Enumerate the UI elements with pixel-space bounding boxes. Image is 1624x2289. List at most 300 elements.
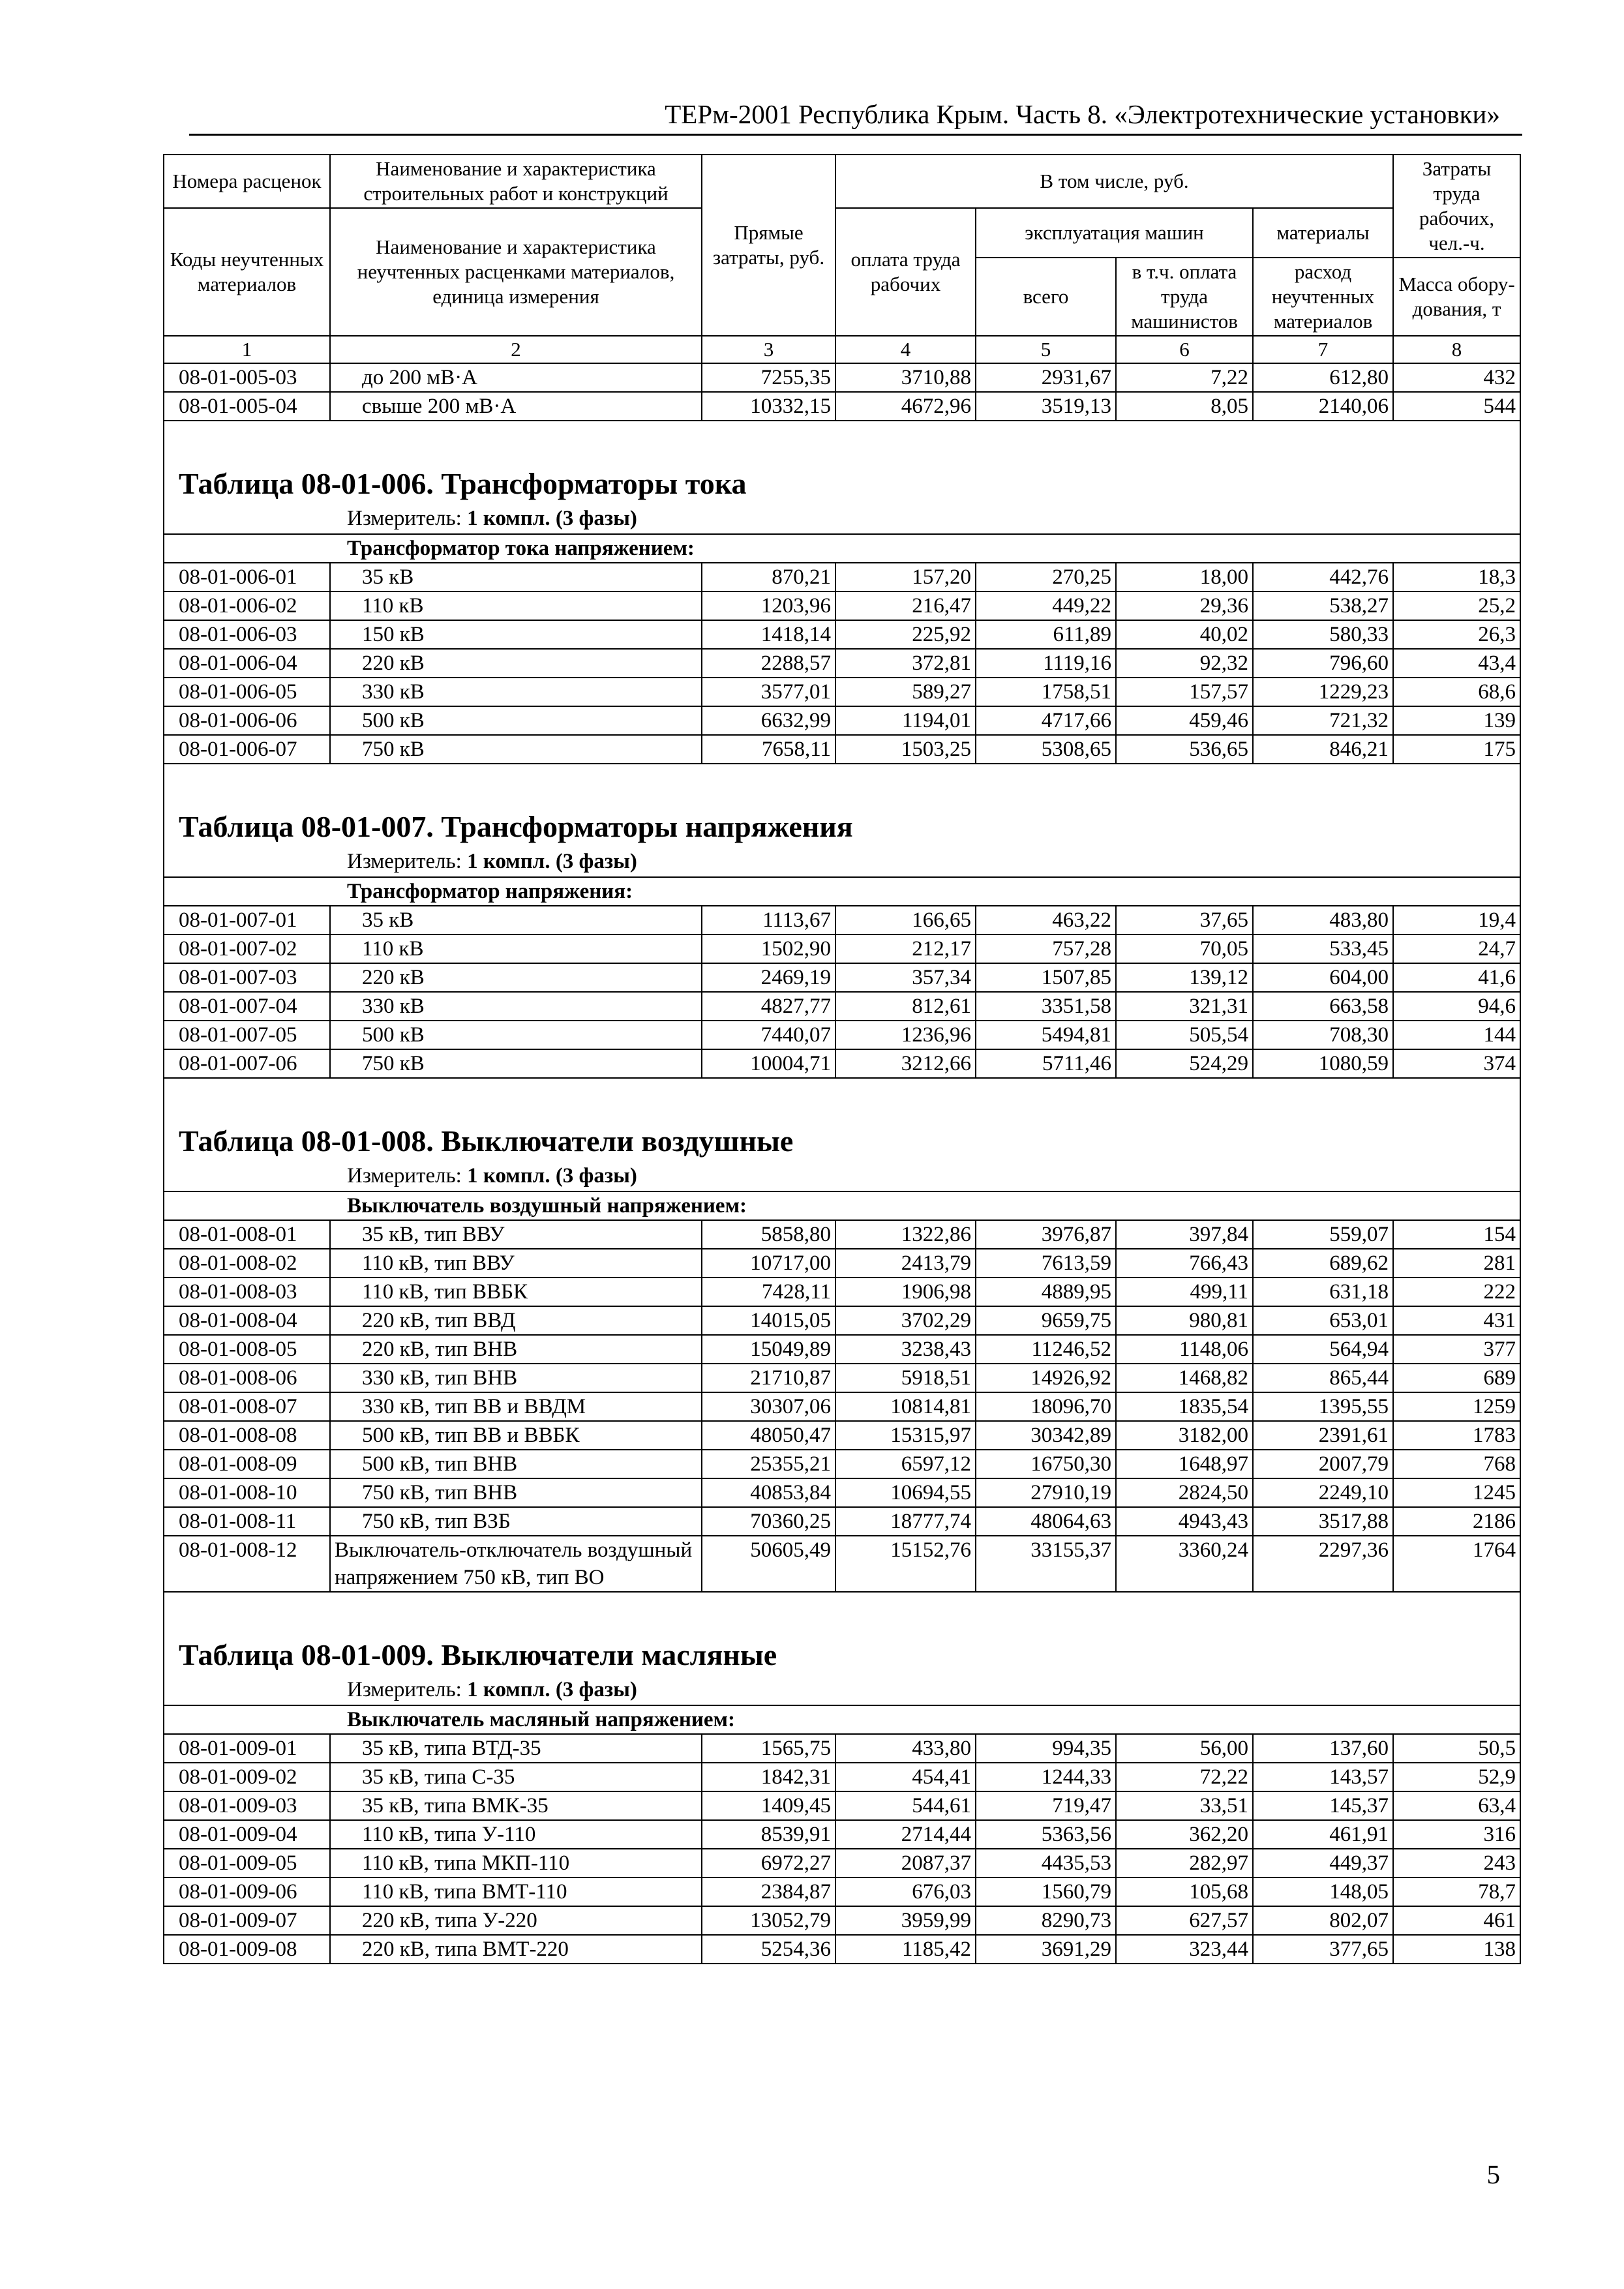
machines-total-value: 7613,59 <box>976 1249 1116 1278</box>
table-row <box>164 678 1520 706</box>
section-title: Таблица 08-01-009. Выключатели масляные <box>164 1632 1520 1675</box>
labor-pay-value: 454,41 <box>835 1763 976 1791</box>
machines-total-value: 4435,53 <box>976 1849 1116 1878</box>
labor-pay-value: 5918,51 <box>835 1364 976 1392</box>
labor-hours-value: 1764 <box>1393 1536 1520 1592</box>
labor-pay-value: 2714,44 <box>835 1820 976 1849</box>
rate-code: 08-01-007-03 <box>164 963 330 992</box>
machines-total-value: 11246,52 <box>976 1335 1116 1364</box>
labor-hours-value: 138 <box>1393 1935 1520 1964</box>
materials-value: 564,94 <box>1253 1335 1393 1364</box>
work-name: до 200 мВ·А <box>330 363 702 392</box>
table-row <box>164 1820 1520 1849</box>
operators-pay-value: 33,51 <box>1116 1791 1253 1820</box>
work-name: 35 кВ, типа ВМК-35 <box>330 1791 702 1820</box>
table-row <box>164 1335 1520 1364</box>
table-row <box>164 1278 1520 1306</box>
labor-pay-value: 15152,76 <box>835 1536 976 1592</box>
rate-code: 08-01-009-02 <box>164 1763 330 1791</box>
machines-total-value: 719,47 <box>976 1791 1116 1820</box>
operators-pay-value: 321,31 <box>1116 992 1253 1021</box>
header-machines: эксплуатация машин <box>976 208 1253 258</box>
labor-pay-value: 3710,88 <box>835 363 976 392</box>
materials-value: 708,30 <box>1253 1021 1393 1049</box>
operators-pay-value: 56,00 <box>1116 1734 1253 1763</box>
section-title: Таблица 08-01-008. Выключатели воздушные <box>164 1118 1520 1161</box>
machines-total-value: 3519,13 <box>976 392 1116 421</box>
labor-hours-value: 63,4 <box>1393 1791 1520 1820</box>
rate-code: 08-01-009-03 <box>164 1791 330 1820</box>
rate-code: 08-01-007-05 <box>164 1021 330 1049</box>
labor-pay-value: 166,65 <box>835 906 976 935</box>
labor-hours-value: 316 <box>1393 1820 1520 1849</box>
meter-line <box>164 1675 1520 1705</box>
work-name: 330 кВ <box>330 992 702 1021</box>
direct-costs-value: 3577,01 <box>702 678 835 706</box>
materials-value: 559,07 <box>1253 1220 1393 1249</box>
work-name: 330 кВ, тип ВНВ <box>330 1364 702 1392</box>
operators-pay-value: 627,57 <box>1116 1906 1253 1935</box>
materials-value: 137,60 <box>1253 1734 1393 1763</box>
labor-pay-value: 1194,01 <box>835 706 976 735</box>
labor-pay-value: 2413,79 <box>835 1249 976 1278</box>
direct-costs-value: 2469,19 <box>702 963 835 992</box>
header-machine-operators: в т.ч. оплата труда машинистов <box>1116 258 1253 336</box>
work-name: 110 кВ <box>330 935 702 963</box>
labor-hours-value: 689 <box>1393 1364 1520 1392</box>
group-subheading: Трансформатор тока напряжением: <box>164 534 1520 563</box>
direct-costs-value: 7658,11 <box>702 735 835 764</box>
labor-hours-value: 222 <box>1393 1278 1520 1306</box>
operators-pay-value: 980,81 <box>1116 1306 1253 1335</box>
column-number: 8 <box>1393 336 1520 363</box>
work-name: 110 кВ, типа МКП-110 <box>330 1849 702 1878</box>
operators-pay-value: 282,97 <box>1116 1849 1253 1878</box>
section-gap <box>164 421 1520 460</box>
operators-pay-value: 139,12 <box>1116 963 1253 992</box>
machines-total-value: 33155,37 <box>976 1536 1116 1592</box>
operators-pay-value: 40,02 <box>1116 620 1253 649</box>
rate-code: 08-01-008-01 <box>164 1220 330 1249</box>
meter-value: 1 компл. (3 фазы) <box>467 507 637 530</box>
table-row <box>164 1421 1520 1450</box>
operators-pay-value: 524,29 <box>1116 1049 1253 1078</box>
direct-costs-value: 13052,79 <box>702 1906 835 1935</box>
operators-pay-value: 1148,06 <box>1116 1335 1253 1364</box>
operators-pay-value: 505,54 <box>1116 1021 1253 1049</box>
table-row <box>164 620 1520 649</box>
labor-hours-value: 24,7 <box>1393 935 1520 963</box>
materials-value: 538,27 <box>1253 591 1393 620</box>
operators-pay-value: 70,05 <box>1116 935 1253 963</box>
materials-value: 721,32 <box>1253 706 1393 735</box>
direct-costs-value: 25355,21 <box>702 1450 835 1478</box>
section-spacer <box>164 764 1520 803</box>
rate-code: 08-01-009-04 <box>164 1820 330 1849</box>
operators-pay-value: 4943,43 <box>1116 1507 1253 1536</box>
table-row <box>164 1306 1520 1335</box>
table-row <box>164 1935 1520 1964</box>
column-number: 5 <box>976 336 1116 363</box>
machines-total-value: 9659,75 <box>976 1306 1116 1335</box>
operators-pay-value: 1648,97 <box>1116 1450 1253 1478</box>
table-row <box>164 1478 1520 1507</box>
table-row <box>164 706 1520 735</box>
labor-pay-value: 1503,25 <box>835 735 976 764</box>
materials-value: 689,62 <box>1253 1249 1393 1278</box>
column-number: 6 <box>1116 336 1253 363</box>
labor-hours-value: 432 <box>1393 363 1520 392</box>
machines-total-value: 1244,33 <box>976 1763 1116 1791</box>
operators-pay-value: 7,22 <box>1116 363 1253 392</box>
machines-total-value: 1560,79 <box>976 1878 1116 1906</box>
rate-code: 08-01-009-01 <box>164 1734 330 1763</box>
section-gap <box>164 1592 1520 1632</box>
work-name: 330 кВ, тип ВВ и ВВДМ <box>330 1392 702 1421</box>
machines-total-value: 5494,81 <box>976 1021 1116 1049</box>
labor-hours-value: 94,6 <box>1393 992 1520 1021</box>
materials-value: 377,65 <box>1253 1935 1393 1964</box>
page-number: 5 <box>1486 2159 1500 2189</box>
rate-code: 08-01-009-08 <box>164 1935 330 1964</box>
materials-value: 2391,61 <box>1253 1421 1393 1450</box>
labor-pay-value: 2087,37 <box>835 1849 976 1878</box>
machines-total-value: 757,28 <box>976 935 1116 963</box>
machines-total-value: 1119,16 <box>976 649 1116 678</box>
rate-code: 08-01-006-05 <box>164 678 330 706</box>
machines-total-value: 27910,19 <box>976 1478 1116 1507</box>
header-direct-costs: Прямые затраты, руб. <box>702 155 835 336</box>
labor-pay-value: 357,34 <box>835 963 976 992</box>
work-name: 500 кВ <box>330 1021 702 1049</box>
labor-pay-value: 1322,86 <box>835 1220 976 1249</box>
labor-pay-value: 372,81 <box>835 649 976 678</box>
work-name: 500 кВ, тип ВНВ <box>330 1450 702 1478</box>
labor-hours-value: 139 <box>1393 706 1520 735</box>
header-unaccounted-materials: расход неучтенных материалов <box>1253 258 1393 336</box>
header-labor-pay: оплата труда рабочих <box>835 208 976 336</box>
operators-pay-value: 766,43 <box>1116 1249 1253 1278</box>
machines-total-value: 3976,87 <box>976 1220 1116 1249</box>
table-row <box>164 392 1520 421</box>
section-spacer <box>164 421 1520 460</box>
meter-line <box>164 503 1520 534</box>
price-table-body <box>164 155 1520 1964</box>
rate-code: 08-01-008-08 <box>164 1421 330 1450</box>
labor-hours-value: 461 <box>1393 1906 1520 1935</box>
meter-row <box>164 503 1520 534</box>
rate-code: 08-01-007-06 <box>164 1049 330 1078</box>
materials-value: 580,33 <box>1253 620 1393 649</box>
materials-value: 461,91 <box>1253 1820 1393 1849</box>
rate-code: 08-01-008-10 <box>164 1478 330 1507</box>
labor-hours-value: 68,6 <box>1393 678 1520 706</box>
work-name: 110 кВ, типа ВМТ-110 <box>330 1878 702 1906</box>
direct-costs-value: 7428,11 <box>702 1278 835 1306</box>
rate-code: 08-01-007-04 <box>164 992 330 1021</box>
labor-hours-value: 78,7 <box>1393 1878 1520 1906</box>
operators-pay-value: 397,84 <box>1116 1220 1253 1249</box>
table-row <box>164 1220 1520 1249</box>
running-header: ТЕРм-2001 Республика Крым. Часть 8. «Электротехнические установки» <box>665 99 1500 129</box>
operators-pay-value: 3182,00 <box>1116 1421 1253 1450</box>
labor-pay-value: 216,47 <box>835 591 976 620</box>
machines-total-value: 16750,30 <box>976 1450 1116 1478</box>
meter-row <box>164 846 1520 877</box>
column-number: 1 <box>164 336 330 363</box>
direct-costs-value: 30307,06 <box>702 1392 835 1421</box>
materials-value: 796,60 <box>1253 649 1393 678</box>
operators-pay-value: 1835,54 <box>1116 1392 1253 1421</box>
column-number: 3 <box>702 336 835 363</box>
section-gap <box>164 1078 1520 1118</box>
work-name: свыше 200 мВ·А <box>330 392 702 421</box>
table-row <box>164 563 1520 591</box>
materials-value: 846,21 <box>1253 735 1393 764</box>
materials-value: 148,05 <box>1253 1878 1393 1906</box>
work-name: 330 кВ <box>330 678 702 706</box>
direct-costs-value: 5254,36 <box>702 1935 835 1964</box>
subheading-row <box>164 534 1520 563</box>
work-name: Выключатель-отключатель воздушный напряжением 750 кВ, тип ВО <box>330 1536 702 1592</box>
subheading-row <box>164 1191 1520 1220</box>
direct-costs-value: 1842,31 <box>702 1763 835 1791</box>
rate-code: 08-01-008-07 <box>164 1392 330 1421</box>
operators-pay-value: 362,20 <box>1116 1820 1253 1849</box>
machines-total-value: 449,22 <box>976 591 1116 620</box>
work-name: 750 кВ, тип ВЗБ <box>330 1507 702 1536</box>
machines-total-value: 30342,89 <box>976 1421 1116 1450</box>
direct-costs-value: 1502,90 <box>702 935 835 963</box>
table-row <box>164 1763 1520 1791</box>
labor-pay-value: 3702,29 <box>835 1306 976 1335</box>
work-name: 220 кВ, тип ВВД <box>330 1306 702 1335</box>
labor-hours-value: 144 <box>1393 1021 1520 1049</box>
direct-costs-value: 7440,07 <box>702 1021 835 1049</box>
labor-hours-value: 281 <box>1393 1249 1520 1278</box>
work-name: 220 кВ, типа У-220 <box>330 1906 702 1935</box>
group-subheading: Выключатель воздушный напряжением: <box>164 1191 1520 1220</box>
table-row <box>164 363 1520 392</box>
labor-hours-value: 377 <box>1393 1335 1520 1364</box>
machines-total-value: 270,25 <box>976 563 1116 591</box>
machines-total-value: 994,35 <box>976 1734 1116 1763</box>
labor-hours-value: 374 <box>1393 1049 1520 1078</box>
work-name: 110 кВ, тип ВВУ <box>330 1249 702 1278</box>
operators-pay-value: 8,05 <box>1116 392 1253 421</box>
work-name: 35 кВ, типа С-35 <box>330 1763 702 1791</box>
direct-costs-value: 21710,87 <box>702 1364 835 1392</box>
direct-costs-value: 5858,80 <box>702 1220 835 1249</box>
labor-hours-value: 243 <box>1393 1849 1520 1878</box>
operators-pay-value: 18,00 <box>1116 563 1253 591</box>
work-name: 35 кВ <box>330 563 702 591</box>
section-title-row <box>164 460 1520 503</box>
subheading-row <box>164 877 1520 906</box>
work-name: 110 кВ, тип ВВБК <box>330 1278 702 1306</box>
rate-code: 08-01-008-09 <box>164 1450 330 1478</box>
materials-value: 1080,59 <box>1253 1049 1393 1078</box>
table-row <box>164 1906 1520 1935</box>
operators-pay-value: 459,46 <box>1116 706 1253 735</box>
section-title: Таблица 08-01-007. Трансформаторы напряжения <box>164 803 1520 846</box>
section-title-row <box>164 1632 1520 1675</box>
materials-value: 2007,79 <box>1253 1450 1393 1478</box>
meter-value: 1 компл. (3 фазы) <box>467 1678 637 1701</box>
rate-code: 08-01-008-04 <box>164 1306 330 1335</box>
table-row <box>164 963 1520 992</box>
work-name: 35 кВ, тип ВВУ <box>330 1220 702 1249</box>
header-work-name: Наименование и характеристика строительных работ и конструкций <box>330 155 702 208</box>
group-subheading: Трансформатор напряжения: <box>164 877 1520 906</box>
machines-total-value: 48064,63 <box>976 1507 1116 1536</box>
rate-code: 08-01-006-03 <box>164 620 330 649</box>
work-name: 220 кВ, тип ВНВ <box>330 1335 702 1364</box>
operators-pay-value: 2824,50 <box>1116 1478 1253 1507</box>
labor-pay-value: 544,61 <box>835 1791 976 1820</box>
rate-code: 08-01-008-05 <box>164 1335 330 1364</box>
operators-pay-value: 29,36 <box>1116 591 1253 620</box>
labor-pay-value: 433,80 <box>835 1734 976 1763</box>
column-number: 4 <box>835 336 976 363</box>
work-name: 750 кВ, тип ВНВ <box>330 1478 702 1507</box>
materials-value: 802,07 <box>1253 1906 1393 1935</box>
header-material-name: Наименование и характеристика неучтенных расценками материалов, единица измерения <box>330 208 702 336</box>
work-name: 750 кВ <box>330 1049 702 1078</box>
labor-pay-value: 6597,12 <box>835 1450 976 1478</box>
operators-pay-value: 157,57 <box>1116 678 1253 706</box>
table-row <box>164 1507 1520 1536</box>
header-labor-costs: Затраты труда рабочих, чел.-ч. <box>1393 155 1520 258</box>
labor-pay-value: 15315,97 <box>835 1421 976 1450</box>
table-row <box>164 1734 1520 1763</box>
table-row <box>164 906 1520 935</box>
materials-value: 449,37 <box>1253 1849 1393 1878</box>
materials-value: 145,37 <box>1253 1791 1393 1820</box>
machines-total-value: 14926,92 <box>976 1364 1116 1392</box>
work-name: 220 кВ <box>330 649 702 678</box>
labor-hours-value: 1259 <box>1393 1392 1520 1421</box>
direct-costs-value: 50605,49 <box>702 1536 835 1592</box>
labor-hours-value: 154 <box>1393 1220 1520 1249</box>
operators-pay-value: 1468,82 <box>1116 1364 1253 1392</box>
table-row <box>164 1021 1520 1049</box>
rate-code: 08-01-007-02 <box>164 935 330 963</box>
materials-value: 533,45 <box>1253 935 1393 963</box>
labor-pay-value: 212,17 <box>835 935 976 963</box>
work-name: 150 кВ <box>330 620 702 649</box>
direct-costs-value: 48050,47 <box>702 1421 835 1450</box>
machines-total-value: 611,89 <box>976 620 1116 649</box>
table-row <box>164 1849 1520 1878</box>
labor-pay-value: 157,20 <box>835 563 976 591</box>
rate-code: 08-01-006-07 <box>164 735 330 764</box>
meter-label: Измеритель: <box>347 850 462 873</box>
rate-code: 08-01-005-04 <box>164 392 330 421</box>
direct-costs-value: 40853,84 <box>702 1478 835 1507</box>
labor-hours-value: 18,3 <box>1393 563 1520 591</box>
table-row <box>164 1049 1520 1078</box>
table-row <box>164 1249 1520 1278</box>
labor-pay-value: 3212,66 <box>835 1049 976 1078</box>
labor-hours-value: 175 <box>1393 735 1520 764</box>
rate-code: 08-01-006-04 <box>164 649 330 678</box>
labor-pay-value: 10814,81 <box>835 1392 976 1421</box>
header-material-codes: Коды неучтенных материалов <box>164 208 330 336</box>
materials-value: 143,57 <box>1253 1763 1393 1791</box>
direct-costs-value: 6632,99 <box>702 706 835 735</box>
meter-row <box>164 1161 1520 1191</box>
work-name: 500 кВ, тип ВВ и ВВБК <box>330 1421 702 1450</box>
direct-costs-value: 70360,25 <box>702 1507 835 1536</box>
table-row <box>164 1392 1520 1421</box>
table-row <box>164 1536 1520 1592</box>
price-table-container <box>163 154 1520 1964</box>
work-name: 35 кВ <box>330 906 702 935</box>
labor-pay-value: 1906,98 <box>835 1278 976 1306</box>
header-machines-total: всего <box>976 258 1116 336</box>
header-rule <box>189 134 1522 136</box>
machines-total-value: 463,22 <box>976 906 1116 935</box>
table-row <box>164 591 1520 620</box>
direct-costs-value: 6972,27 <box>702 1849 835 1878</box>
direct-costs-value: 2384,87 <box>702 1878 835 1906</box>
labor-hours-value: 19,4 <box>1393 906 1520 935</box>
section-title-row <box>164 803 1520 846</box>
labor-hours-value: 41,6 <box>1393 963 1520 992</box>
section-gap <box>164 764 1520 803</box>
table-row <box>164 735 1520 764</box>
work-name: 220 кВ <box>330 963 702 992</box>
machines-total-value: 5308,65 <box>976 735 1116 764</box>
materials-value: 865,44 <box>1253 1364 1393 1392</box>
machines-total-value: 4717,66 <box>976 706 1116 735</box>
direct-costs-value: 1409,45 <box>702 1791 835 1820</box>
machines-total-value: 3691,29 <box>976 1935 1116 1964</box>
rate-code: 08-01-008-03 <box>164 1278 330 1306</box>
labor-hours-value: 26,3 <box>1393 620 1520 649</box>
materials-value: 663,58 <box>1253 992 1393 1021</box>
materials-value: 1229,23 <box>1253 678 1393 706</box>
work-name: 110 кВ, типа У-110 <box>330 1820 702 1849</box>
labor-pay-value: 4672,96 <box>835 392 976 421</box>
materials-value: 653,01 <box>1253 1306 1393 1335</box>
labor-hours-value: 50,5 <box>1393 1734 1520 1763</box>
machines-total-value: 1758,51 <box>976 678 1116 706</box>
materials-value: 483,80 <box>1253 906 1393 935</box>
table-row <box>164 992 1520 1021</box>
labor-hours-value: 25,2 <box>1393 591 1520 620</box>
table-row <box>164 1791 1520 1820</box>
table-row <box>164 649 1520 678</box>
machines-total-value: 8290,73 <box>976 1906 1116 1935</box>
meter-row <box>164 1675 1520 1705</box>
direct-costs-value: 8539,91 <box>702 1820 835 1849</box>
operators-pay-value: 536,65 <box>1116 735 1253 764</box>
rate-code: 08-01-008-12 <box>164 1536 330 1592</box>
direct-costs-value: 4827,77 <box>702 992 835 1021</box>
header-equipment-mass: Масса обору-дования, т <box>1393 258 1520 336</box>
labor-hours-value: 1245 <box>1393 1478 1520 1507</box>
meter-label: Измеритель: <box>347 507 462 530</box>
materials-value: 2140,06 <box>1253 392 1393 421</box>
column-number-row <box>164 336 1520 363</box>
direct-costs-value: 1565,75 <box>702 1734 835 1763</box>
direct-costs-value: 1203,96 <box>702 591 835 620</box>
header-materials: материалы <box>1253 208 1393 258</box>
header-rate-numbers: Номера расценок <box>164 155 330 208</box>
materials-value: 2249,10 <box>1253 1478 1393 1507</box>
